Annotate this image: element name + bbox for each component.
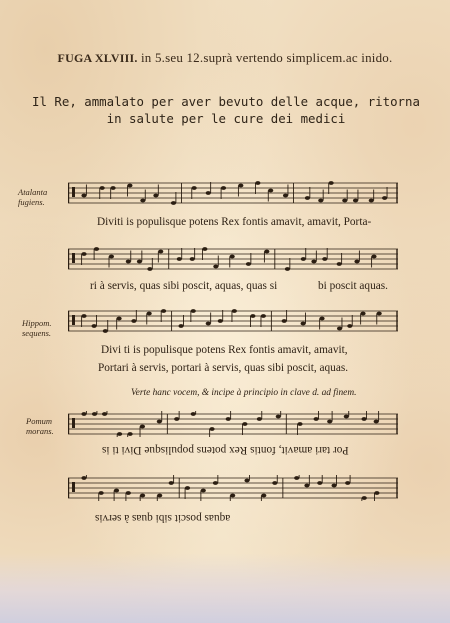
voice-label-line: fugiens.: [18, 197, 45, 207]
music-note: [102, 412, 107, 416]
music-note: [371, 255, 376, 259]
voice-label-line: Pomum: [26, 416, 52, 426]
music-note: [374, 420, 379, 424]
music-staff-1: [68, 180, 398, 206]
music-note: [157, 494, 162, 498]
music-note: [171, 201, 176, 205]
music-note: [242, 422, 247, 426]
music-note: [191, 309, 196, 313]
music-note: [250, 314, 255, 318]
music-note: [100, 186, 105, 190]
music-note: [103, 329, 108, 333]
music-note: [353, 199, 358, 203]
music-note: [213, 265, 218, 269]
music-note: [206, 322, 211, 326]
music-note: [221, 186, 226, 190]
voice-label-line: sequens.: [22, 328, 52, 338]
page-title: Il Re, ammalato per aver bevuto delle acque, ritorna in salute per le cure dei medici: [32, 94, 420, 126]
music-note: [257, 417, 262, 421]
music-note: [255, 181, 260, 185]
music-note: [337, 262, 342, 266]
music-note: [131, 319, 136, 323]
music-note: [369, 199, 374, 203]
music-note: [285, 267, 290, 271]
music-note: [301, 257, 306, 261]
lyric-line-2b: bi poscit aquas.: [318, 280, 388, 292]
music-note: [317, 481, 322, 485]
music-note: [147, 267, 152, 271]
music-note: [230, 494, 235, 498]
music-note: [169, 481, 174, 485]
lyric-line-4: Portari à servis, portari à servis, quas sibi poscit, aquas.: [98, 362, 349, 374]
music-note: [137, 260, 142, 264]
music-note: [283, 194, 288, 198]
music-note: [246, 262, 251, 266]
music-note: [322, 257, 327, 261]
music-note: [314, 417, 319, 421]
music-note: [374, 491, 379, 495]
music-note: [360, 312, 365, 316]
music-note: [116, 317, 121, 321]
music-note: [190, 257, 195, 261]
music-note: [147, 312, 152, 316]
music-note: [297, 422, 302, 426]
music-note: [127, 184, 132, 188]
music-note: [382, 196, 387, 200]
music-note: [191, 412, 196, 416]
music-note: [213, 481, 218, 485]
music-note: [304, 484, 309, 488]
music-note: [261, 314, 266, 318]
music-staff-5: [68, 475, 398, 501]
voice-label-line: Hippom.: [22, 318, 52, 328]
music-note: [232, 309, 237, 313]
music-note: [362, 496, 367, 500]
music-note: [127, 432, 132, 436]
voice-label-line: morans.: [26, 426, 54, 436]
music-note: [230, 255, 235, 259]
music-note: [161, 309, 166, 313]
music-note: [311, 260, 316, 264]
music-note: [318, 199, 323, 203]
music-note: [305, 196, 310, 200]
instruction-text: Verte hanc vocem, & incipe à principio in clave d. ad finem.: [131, 388, 357, 398]
music-note: [337, 327, 342, 331]
music-note: [92, 412, 97, 416]
voice-label-line: Atalanta: [18, 187, 48, 197]
music-note: [81, 314, 86, 318]
music-note: [301, 322, 306, 326]
music-note: [347, 324, 352, 328]
music-note: [272, 481, 277, 485]
voice-label-pomum: [26, 416, 54, 436]
music-note: [178, 324, 183, 328]
music-note: [264, 250, 269, 254]
lyric-line-3: Divi ti is populisque potens Rex fontis amavit, amavit,: [101, 344, 348, 356]
music-note: [327, 420, 332, 424]
music-note: [377, 312, 382, 316]
music-note: [294, 476, 299, 480]
music-note: [81, 476, 86, 480]
music-staff-3: [68, 308, 398, 334]
lyric-line-5-inverted: Por tari amavit, fontis Rex potens populisque Divi ti is: [102, 444, 349, 456]
music-note: [177, 257, 182, 261]
lyric-line-2: ri à servis, quas sibi poscit, aquas, quas si: [90, 280, 278, 292]
music-note: [354, 260, 359, 264]
music-note: [319, 317, 324, 321]
music-note: [109, 255, 114, 259]
music-note: [157, 420, 162, 424]
music-note: [201, 489, 206, 493]
music-note: [276, 415, 281, 419]
fuga-heading: [0, 50, 450, 66]
music-note: [126, 260, 131, 264]
music-note: [218, 319, 223, 323]
music-note: [238, 184, 243, 188]
music-note: [140, 425, 145, 429]
music-note: [81, 412, 86, 416]
music-staff-2: [68, 246, 398, 272]
music-note: [206, 191, 211, 195]
music-note: [192, 186, 197, 190]
music-note: [185, 486, 190, 490]
music-note: [344, 415, 349, 419]
music-note: [361, 417, 366, 421]
music-note: [345, 481, 350, 485]
music-note: [99, 491, 104, 495]
lyric-line-6-inverted: aquas poscit sibi quas à servis: [95, 512, 231, 524]
music-note: [282, 319, 287, 323]
music-note: [244, 479, 249, 483]
music-note: [81, 252, 86, 256]
music-note: [226, 417, 231, 421]
music-note: [209, 427, 214, 431]
music-note: [202, 247, 207, 251]
music-note: [92, 324, 97, 328]
lyric-line-1: Diviti is populisque potens Rex fontis amavit, amavit, Porta-: [97, 216, 372, 228]
music-note: [342, 199, 347, 203]
music-note: [158, 250, 163, 254]
music-note: [140, 199, 145, 203]
music-note: [81, 194, 86, 198]
fuga-subtitle: in 5.seu 12.suprà vertendo simplicem.ac inido.: [137, 50, 393, 65]
voice-label-hippomenes: [22, 318, 52, 338]
music-note: [126, 491, 131, 495]
music-note: [114, 489, 119, 493]
fuga-number: FUGA XLVIII.: [57, 51, 138, 65]
voice-label-atalanta: [18, 187, 47, 207]
paper-stain: [0, 553, 450, 623]
music-note: [110, 186, 115, 190]
music-note: [331, 484, 336, 488]
music-note: [140, 494, 145, 498]
music-note: [174, 417, 179, 421]
music-staff-4: [68, 411, 398, 437]
music-note: [153, 194, 158, 198]
music-note: [117, 432, 122, 436]
music-note: [94, 247, 99, 251]
music-note: [268, 189, 273, 193]
music-note: [329, 181, 334, 185]
music-note: [261, 494, 266, 498]
